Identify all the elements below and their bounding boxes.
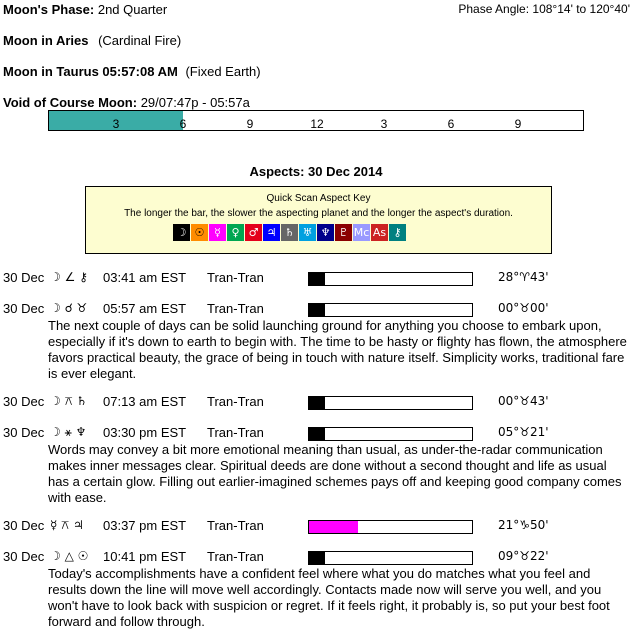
- planet-glyph-icon: ♄: [281, 224, 298, 241]
- aspect-row: [3, 394, 633, 410]
- aspect-duration-bar: [308, 520, 473, 534]
- aspect-glyphs: ☽ ∠ ⚷: [50, 270, 88, 284]
- aspects-title: Aspects: 30 Dec 2014: [249, 164, 383, 179]
- void-of-course-row: [3, 95, 250, 110]
- moon-in-taurus-row: [3, 64, 261, 79]
- planet-glyph-icon: ♇: [335, 224, 352, 241]
- aspect-time: 03:37 pm EST: [103, 518, 187, 533]
- aspect-date: 30 Dec: [3, 301, 45, 316]
- aspect-type: Tran-Tran: [207, 425, 264, 440]
- aspect-key-subtitle: The longer the bar, the slower the aspecting planet and the longer the aspect's duration.: [124, 208, 513, 219]
- aspect-type: Tran-Tran: [207, 394, 264, 409]
- aspect-date: 30 Dec: [3, 425, 45, 440]
- aspect-duration-bar: [308, 396, 473, 410]
- aspect-duration-fill: [309, 521, 358, 533]
- timeline-tick-label: 6: [179, 117, 187, 131]
- aspect-type: Tran-Tran: [207, 549, 264, 564]
- aspect-duration-fill: [309, 304, 325, 316]
- planet-glyph-icon: ♃: [263, 224, 280, 241]
- timeline-tick-label: 9: [246, 117, 254, 131]
- aspect-date: 30 Dec: [3, 518, 45, 533]
- moon-phase-label: Moon's Phase:: [3, 2, 95, 17]
- aspect-key-title: Quick Scan Aspect Key: [266, 193, 371, 204]
- aspect-duration-bar: [308, 272, 473, 286]
- moon-in-aries-row: [3, 33, 181, 48]
- aspect-time: 03:30 pm EST: [103, 425, 187, 440]
- aspect-type: Tran-Tran: [207, 270, 264, 285]
- aspect-time: 05:57 am EST: [103, 301, 187, 316]
- void-of-course-timeline: [48, 110, 584, 131]
- aspect-date: 30 Dec: [3, 270, 45, 285]
- aspect-duration-bar: [308, 551, 473, 565]
- aspect-row: [3, 425, 633, 441]
- aspect-key: [85, 186, 552, 254]
- aspect-glyphs: ☿ ⚻ ♃: [50, 518, 84, 532]
- aspect-type: Tran-Tran: [207, 518, 264, 533]
- aspect-row: [3, 549, 633, 565]
- planet-glyph-icon: ☽: [173, 224, 190, 241]
- aspect-glyphs: ☽ ☌ ♉: [50, 301, 88, 315]
- void-of-course-value: 29/07:47p - 05:57a: [140, 95, 250, 110]
- timeline-tick-label: 9: [514, 117, 522, 131]
- aspect-duration-fill: [309, 428, 325, 440]
- aspect-time: 03:41 am EST: [103, 270, 187, 285]
- moon-in-aries-detail: (Cardinal Fire): [98, 33, 182, 48]
- planet-glyph-icon: ♂: [245, 224, 262, 241]
- aspect-type: Tran-Tran: [207, 301, 264, 316]
- aspect-row: [3, 518, 633, 534]
- aspect-duration-fill: [309, 273, 325, 285]
- moon-in-aries-label: Moon in Aries: [3, 33, 89, 48]
- aspect-time: 10:41 pm EST: [103, 549, 187, 564]
- aspect-description: The next couple of days can be solid launching ground for anything you choose to embark upon, especially if it's down to earth to begin with. The time to be hasty or flighty has flown, the atmosphere favors practical beauty, the grace of being in touch with nature itself. Simplicity works, traditional fare is ever elegant.: [48, 318, 627, 381]
- aspect-glyphs: ☽ ⚹ ♆: [50, 425, 87, 439]
- aspect-position: 00°♉43': [498, 394, 549, 408]
- aspect-key-glyphs: [173, 224, 407, 241]
- timeline-tick-label: 12: [310, 117, 324, 131]
- timeline-tick-label: 3: [112, 117, 120, 131]
- void-of-course-label: Void of Course Moon:: [3, 95, 138, 110]
- aspect-description: Words may convey a bit more emotional meaning than usual, as under-the-radar communication makes inner messages clear. Spiritual deeds are done without a second thought and life as usual has a certain glow. Filling out earlier-imagined schemes pays off and keeping good company comes with ease.: [48, 442, 622, 505]
- aspect-glyphs: ☽ ⚻ ♄: [50, 394, 88, 408]
- moon-in-taurus-label: Moon in Taurus 05:57:08 AM: [3, 64, 178, 79]
- planet-glyph-icon: ♅: [299, 224, 316, 241]
- timeline-tick-label: 6: [447, 117, 455, 131]
- aspect-position: 21°♑50': [498, 518, 549, 532]
- planet-glyph-icon: ☉: [191, 224, 208, 241]
- aspect-row: [3, 270, 633, 286]
- planet-glyph-icon: ⚷: [389, 224, 406, 241]
- moon-in-taurus-detail: (Fixed Earth): [185, 64, 261, 79]
- aspect-duration-fill: [309, 552, 325, 564]
- aspect-row: [3, 301, 633, 317]
- moon-phase-value: 2nd Quarter: [97, 2, 168, 17]
- aspect-position: 00°♉00': [498, 301, 549, 315]
- planet-glyph-icon: ♀: [227, 224, 244, 241]
- planet-glyph-icon: ☿: [209, 224, 226, 241]
- aspect-date: 30 Dec: [3, 394, 45, 409]
- aspect-duration-fill: [309, 397, 325, 409]
- timeline-tick-label: 3: [380, 117, 388, 131]
- aspect-duration-bar: [308, 427, 473, 441]
- aspect-duration-bar: [308, 303, 473, 317]
- planet-glyph-icon: ♆: [317, 224, 334, 241]
- moon-phase-row: [3, 2, 167, 17]
- aspect-time: 07:13 am EST: [103, 394, 187, 409]
- aspect-description: Today's accomplishments have a confident feel where what you do matches what you feel and results down the line will move well accordingly. Contacts made now will serve you well, and you won't have to look back with suspicion or regret. If it feels right, it probably is, so put your best foot forward and follow through.: [48, 566, 610, 629]
- phase-angle: Phase Angle: 108°14' to 120°40': [458, 2, 630, 16]
- aspect-position: 05°♉21': [498, 425, 549, 439]
- aspect-position: 28°♈43': [498, 270, 549, 284]
- aspect-position: 09°♉22': [498, 549, 549, 563]
- planet-glyph-icon: As: [372, 226, 387, 239]
- planet-glyph-icon: Mc: [353, 226, 370, 239]
- aspect-date: 30 Dec: [3, 549, 45, 564]
- aspect-glyphs: ☽ △ ☉: [50, 549, 89, 563]
